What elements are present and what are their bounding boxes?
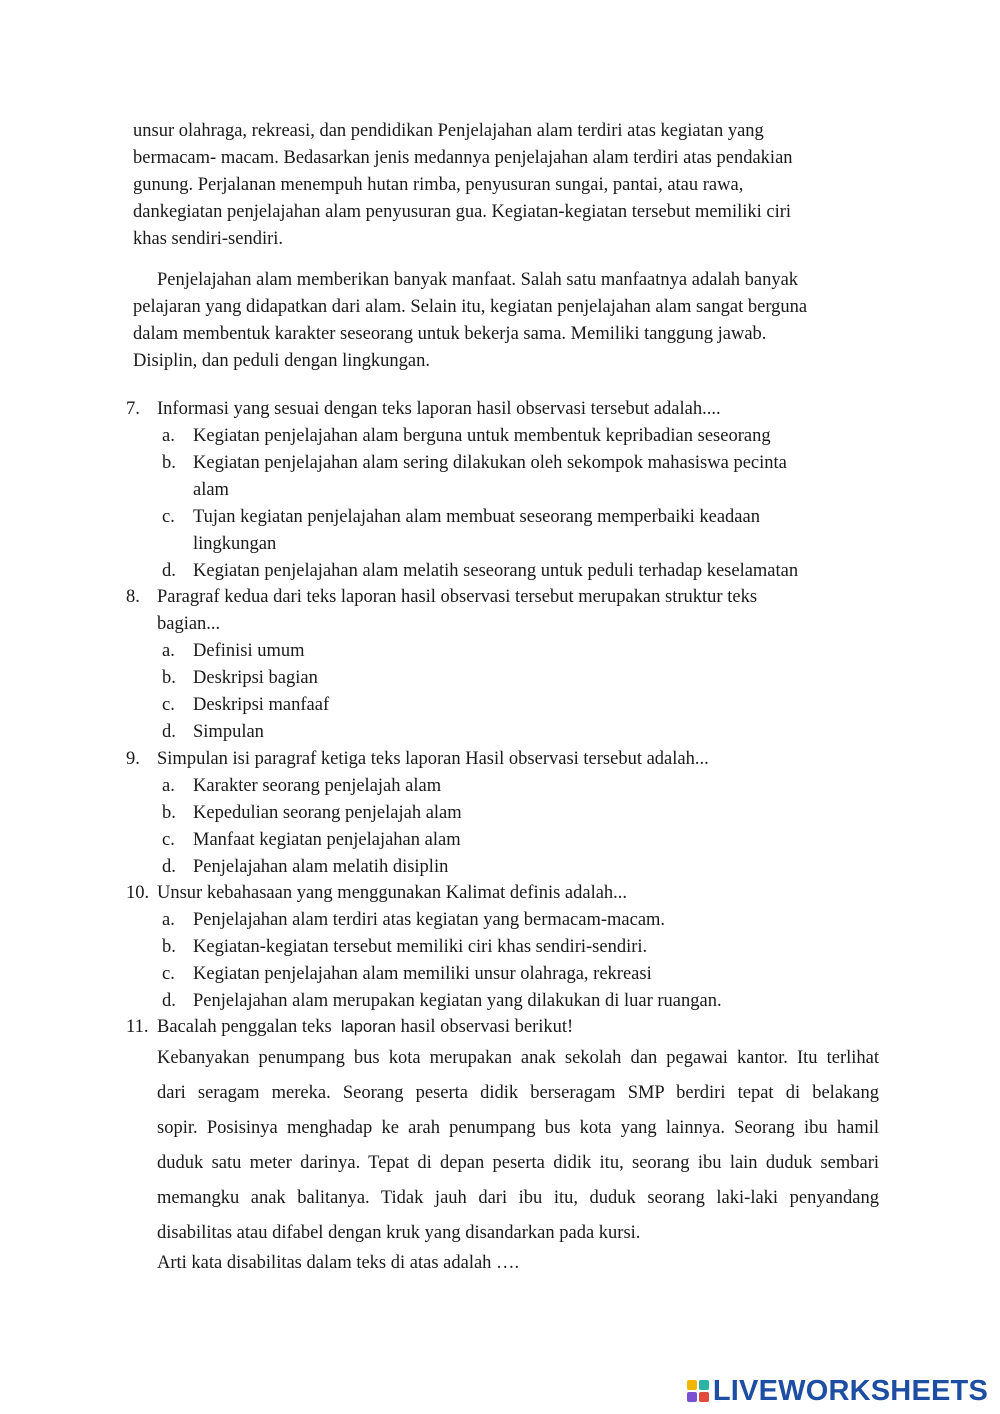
option-text: Kegiatan-kegiatan tersebut memiliki ciri khas sendiri-sendiri. [193, 937, 648, 957]
option-line: lingkungan [193, 534, 277, 554]
option-text: Penjelajahan alam merupakan kegiatan yang dilakukan di luar ruangan. [193, 991, 722, 1011]
option-label: a. [162, 776, 175, 796]
option-label: a. [162, 641, 175, 661]
question-text-part: hasil observasi berikut! [400, 1017, 574, 1037]
question-text: Simpulan isi paragraf ketiga teks laporan Hasil observasi tersebut adalah... [157, 749, 709, 769]
option-text: Kegiatan penjelajahan alam berguna untuk membentuk kepribadian seseorang [193, 426, 771, 446]
question-text: Unsur kebahasaan yang menggunakan Kalimat definis adalah... [157, 883, 628, 903]
option-label: b. [162, 803, 176, 823]
option-text: Simpulan [193, 722, 264, 742]
question-number: 7. [126, 399, 140, 419]
option-text: Penjelajahan alam terdiri atas kegiatan yang bermacam-macam. [193, 910, 666, 930]
option-label: a. [162, 426, 175, 446]
question-text: Informasi yang sesuai dengan teks laporan hasil observasi tersebut adalah.... [157, 399, 721, 419]
question-text [157, 1014, 573, 1041]
question-number: 8. [126, 587, 140, 607]
passage-line: disabilitas atau difabel dengan kruk yang disandarkan pada kursi. [157, 1223, 641, 1243]
passage-line: sopir. Posisinya menghadap ke arah penumpang bus kota yang lainnya. Seorang ibu hamil [157, 1118, 879, 1138]
option-label: c. [162, 695, 175, 715]
paragraph-line: khas sendiri-sendiri. [133, 229, 284, 249]
option-text: Kegiatan penjelajahan alam memiliki unsur olahraga, rekreasi [193, 964, 652, 984]
option-label: b. [162, 453, 176, 473]
option-line: alam [193, 480, 229, 500]
question-text-part: Bacalah penggalan teks [157, 1017, 332, 1037]
question-number: 11. [126, 1017, 149, 1037]
question-text-part: laporan [340, 1018, 396, 1036]
paragraph-line: bermacam- macam. Bedasarkan jenis medannya penjelajahan alam terdiri atas pendakian [133, 148, 793, 168]
paragraph-line: Penjelajahan alam memberikan banyak manfaat. Salah satu manfaatnya adalah banyak [157, 270, 799, 290]
passage-line: Kebanyakan penumpang bus kota merupakan anak sekolah dan pegawai kantor. Itu terlihat [157, 1048, 879, 1068]
question-line: bagian... [157, 614, 221, 634]
paragraph-line: Disiplin, dan peduli dengan lingkungan. [133, 351, 430, 371]
option-text [193, 450, 787, 504]
question-11-prompt: Arti kata disabilitas dalam teks di atas adalah …. [157, 1253, 520, 1273]
option-label: c. [162, 507, 175, 527]
paragraph-line: unsur olahraga, rekreasi, dan pendidikan Penjelajahan alam terdiri atas kegiatan yang [133, 121, 764, 141]
option-text [193, 504, 760, 558]
option-text: Kegiatan penjelajahan alam melatih seseorang untuk peduli terhadap keselamatan [193, 561, 799, 581]
mark-square [687, 1380, 697, 1390]
paragraph-line: dalam membentuk karakter seseorang untuk bekerja sama. Memiliki tanggung jawab. [133, 324, 767, 344]
paragraph-line: dankegiatan penjelajahan alam penyusuran gua. Kegiatan-kegiatan tersebut memiliki ciri [133, 202, 792, 222]
mark-square [699, 1380, 709, 1390]
mark-square [687, 1392, 697, 1402]
option-text: Kepedulian seorang penjelajah alam [193, 803, 462, 823]
option-text: Penjelajahan alam melatih disiplin [193, 857, 449, 877]
question-text [157, 584, 757, 638]
question-number: 9. [126, 749, 140, 769]
question-line: Paragraf kedua dari teks laporan hasil observasi tersebut merupakan struktur teks [157, 587, 758, 607]
liveworksheets-mark-icon [687, 1380, 709, 1402]
question-number: 10. [126, 883, 150, 903]
paragraph-2 [133, 267, 878, 375]
reading-passage [157, 1041, 879, 1251]
option-label: b. [162, 937, 176, 957]
option-text: Karakter seorang penjelajah alam [193, 776, 442, 796]
mark-square [699, 1392, 709, 1402]
option-line: Kegiatan penjelajahan alam sering dilakukan oleh sekompok mahasiswa pecinta [193, 453, 787, 473]
option-label: c. [162, 964, 175, 984]
paragraph-1 [133, 118, 878, 253]
option-text: Deskripsi manfaaf [193, 695, 330, 715]
option-label: d. [162, 561, 176, 581]
passage-line: duduk satu meter darinya. Tepat di depan peserta didik itu, seorang ibu lain duduk sembari [157, 1153, 879, 1173]
option-label: d. [162, 857, 176, 877]
passage-line: dari seragam mereka. Seorang peserta didik berseragam SMP berdiri tepat di belakang [157, 1083, 879, 1103]
passage-line: memangku anak balitanya. Tidak jauh dari ibu itu, duduk seorang laki-laki penyandang [157, 1188, 879, 1208]
option-label: d. [162, 722, 176, 742]
option-text: Manfaat kegiatan penjelajahan alam [193, 830, 461, 850]
brand-name: LIVEWORKSHEETS [712, 1375, 988, 1407]
option-label: c. [162, 830, 175, 850]
option-label: a. [162, 910, 175, 930]
option-label: b. [162, 668, 176, 688]
paragraph-line: gunung. Perjalanan menempuh hutan rimba, penyusuran sungai, pantai, atau rawa, [133, 175, 744, 195]
option-line: Tujan kegiatan penjelajahan alam membuat seseorang memperbaiki keadaan [193, 507, 760, 527]
option-text: Definisi umum [193, 641, 305, 661]
option-label: d. [162, 991, 176, 1011]
option-text: Deskripsi bagian [193, 668, 318, 688]
liveworksheets-logo [687, 1376, 988, 1406]
paragraph-line: pelajaran yang didapatkan dari alam. Selain itu, kegiatan penjelajahan alam sangat berguna [133, 297, 808, 317]
